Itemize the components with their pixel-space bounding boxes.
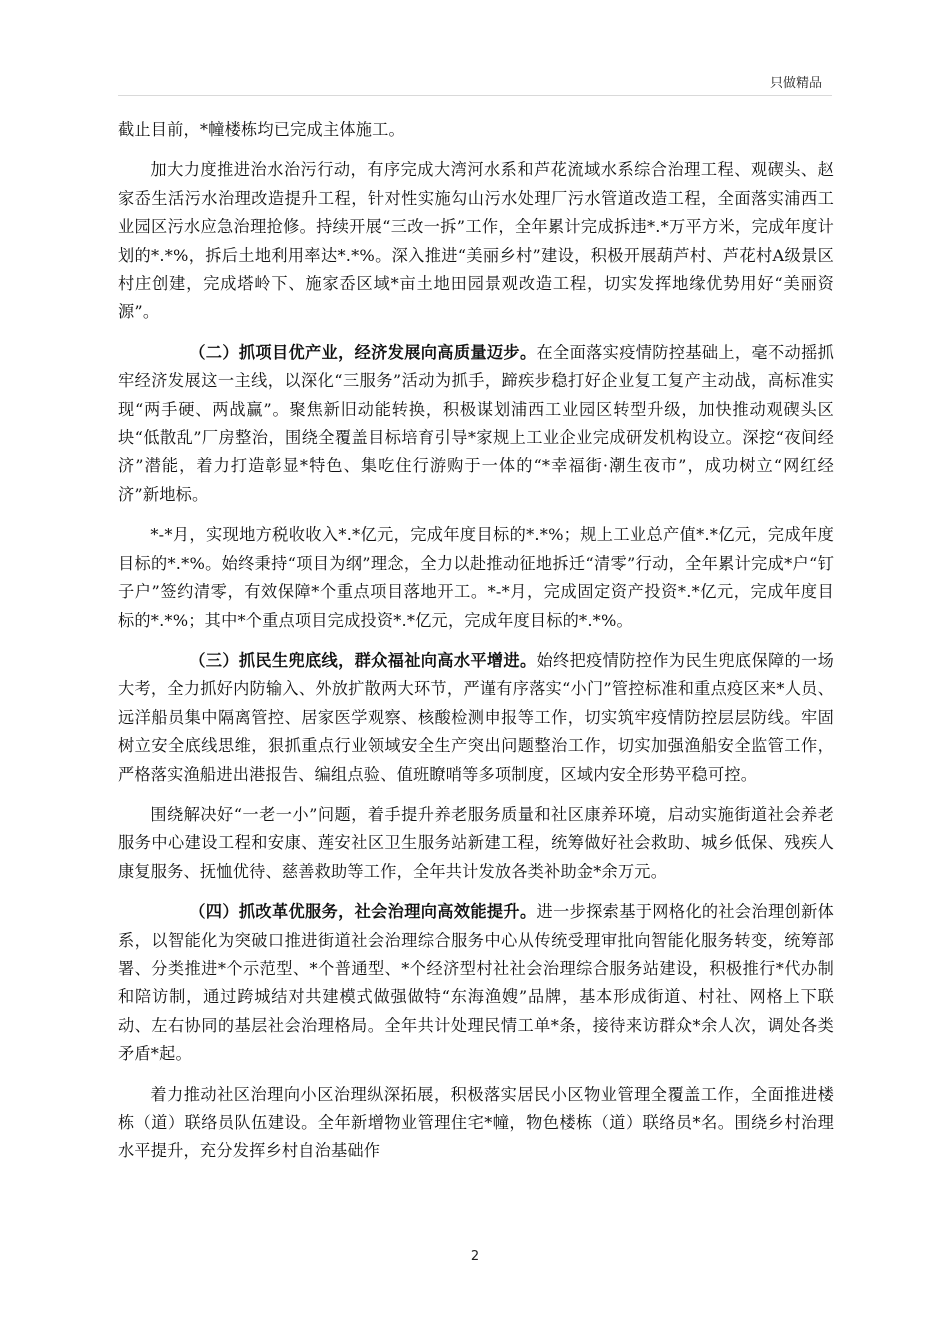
- paragraph: 着力推动社区治理向小区治理纵深拓展，积极落实居民小区物业管理全覆盖工作，全面推进楼栋（道）联络员队伍建设。全年新增物业管理住宅*幢，物色楼栋（道）联络员*名。围绕乡村治理水平提升，充分发挥乡村自治基础作: [118, 1084, 834, 1161]
- paragraph: *-*月，实现地方税收收入*.*亿元，完成年度目标的*.*%；规上工业总产值*.*亿元，完成年度目标的*.*%。始终秉持“项目为纲”理念，全力以赴推动征地拆迁“清零”行动，全年累计完成*户“钉子户”签约清零，有效保障*个重点项目落地开工。*-*月，完成固定资产投资*.*亿元，完成年度目标的*.*%；其中*个重点项目完成投资*.*亿元，完成年度目标的*.*%。: [118, 525, 834, 630]
- header-text: 只做精品: [769, 76, 822, 91]
- header-divider: [118, 95, 832, 96]
- page-number: 2: [470, 1249, 480, 1264]
- section-text: 进一步探索基于网格化的社会治理创新体系，以智能化为突破口推进街道社会治理综合服务中心从传统受理审批向智能化服务转变，统筹部署、分类推进*个示范型、*个普通型、*个经济型村社社会治理综合服务站建设，积极推行*代办制和陪访制，通过跨城结对共建模式做强做特“东海渔嫂”品牌，基本形成街道、村社、网格上下联动、左右协同的基层社会治理格局。全年共计处理民情工单*条，接待来访群众*余人次，调处各类矛盾*起。: [118, 902, 834, 1064]
- section-heading: （四）抓改革优服务，社会治理向高效能提升。: [189, 902, 537, 922]
- paragraph: 围绕解决好“一老一小”问题，着手提升养老服务质量和社区康养环境，启动实施街道社会养老服务中心建设工程和安康、莲安社区卫生服务站新建工程，统筹做好社会救助、城乡低保、残疾人康复服务、抚恤优待、慈善救助等工作，全年共计发放各类补助金*余万元。: [118, 804, 834, 881]
- paragraph: 截止目前，*幢楼栋均已完成主体施工。: [118, 120, 405, 139]
- section-paragraph: [118, 339, 834, 509]
- section-heading: （三）抓民生兜底线，群众福祉向高水平增进。: [189, 650, 537, 670]
- section-paragraph: [118, 647, 834, 789]
- document-body: [118, 116, 834, 1178]
- section-paragraph: [118, 898, 834, 1068]
- paragraph: 加大力度推进治水治污行动，有序完成大湾河水系和芦花流域水系综合治理工程、观碶头、赵家岙生活污水治理改造提升工程，针对性实施勾山污水处理厂污水管道改造工程，全面落实浦西工业园区污水应急治理抢修。持续开展“三改一拆”工作，全年累计完成拆违*.*万平方米，完成年度计划的*.*%，拆后土地利用率达*.*%。深入推进“美丽乡村”建设，积极开展葫芦村、芦花村A级景区村庄创建，完成塔岭下、施家岙区域*亩土地田园景观改造工程，切实发挥地缘优势用好“美丽资源”。: [118, 160, 834, 322]
- section-text: 始终把疫情防控作为民生兜底保障的一场大考，全力抓好内防输入、外放扩散两大环节，严谨有序落实“小门”管控标准和重点疫区来*人员、远洋船员集中隔离管控、居家医学观察、核酸检测申报等工作，切实筑牢疫情防控层层防线。牢固树立安全底线思维，狠抓重点行业领域安全生产突出问题整治工作，切实加强渔船安全监管工作，严格落实渔船进出港报告、编组点验、值班瞭哨等多项制度，区域内安全形势平稳可控。: [118, 650, 834, 784]
- section-heading: （二）抓项目优产业，经济发展向高质量迈步。: [189, 342, 537, 362]
- section-text: 在全面落实疫情防控基础上，毫不动摇抓牢经济发展这一主线，以深化“三服务”活动为抓手，蹄疾步稳打好企业复工复产主动战，高标准实现“两手硬、两战赢”。聚焦新旧动能转换，积极谋划浦西工业园区转型升级，加快推动观碶头区块“低散乱”厂房整治，围绕全覆盖目标培育引导*家规上工业企业完成研发机构设立。深挖“夜间经济”潜能，着力打造彰显*特色、集吃住行游购于一体的“*幸福街·潮生夜市”，成功树立“网红经济”新地标。: [118, 342, 834, 504]
